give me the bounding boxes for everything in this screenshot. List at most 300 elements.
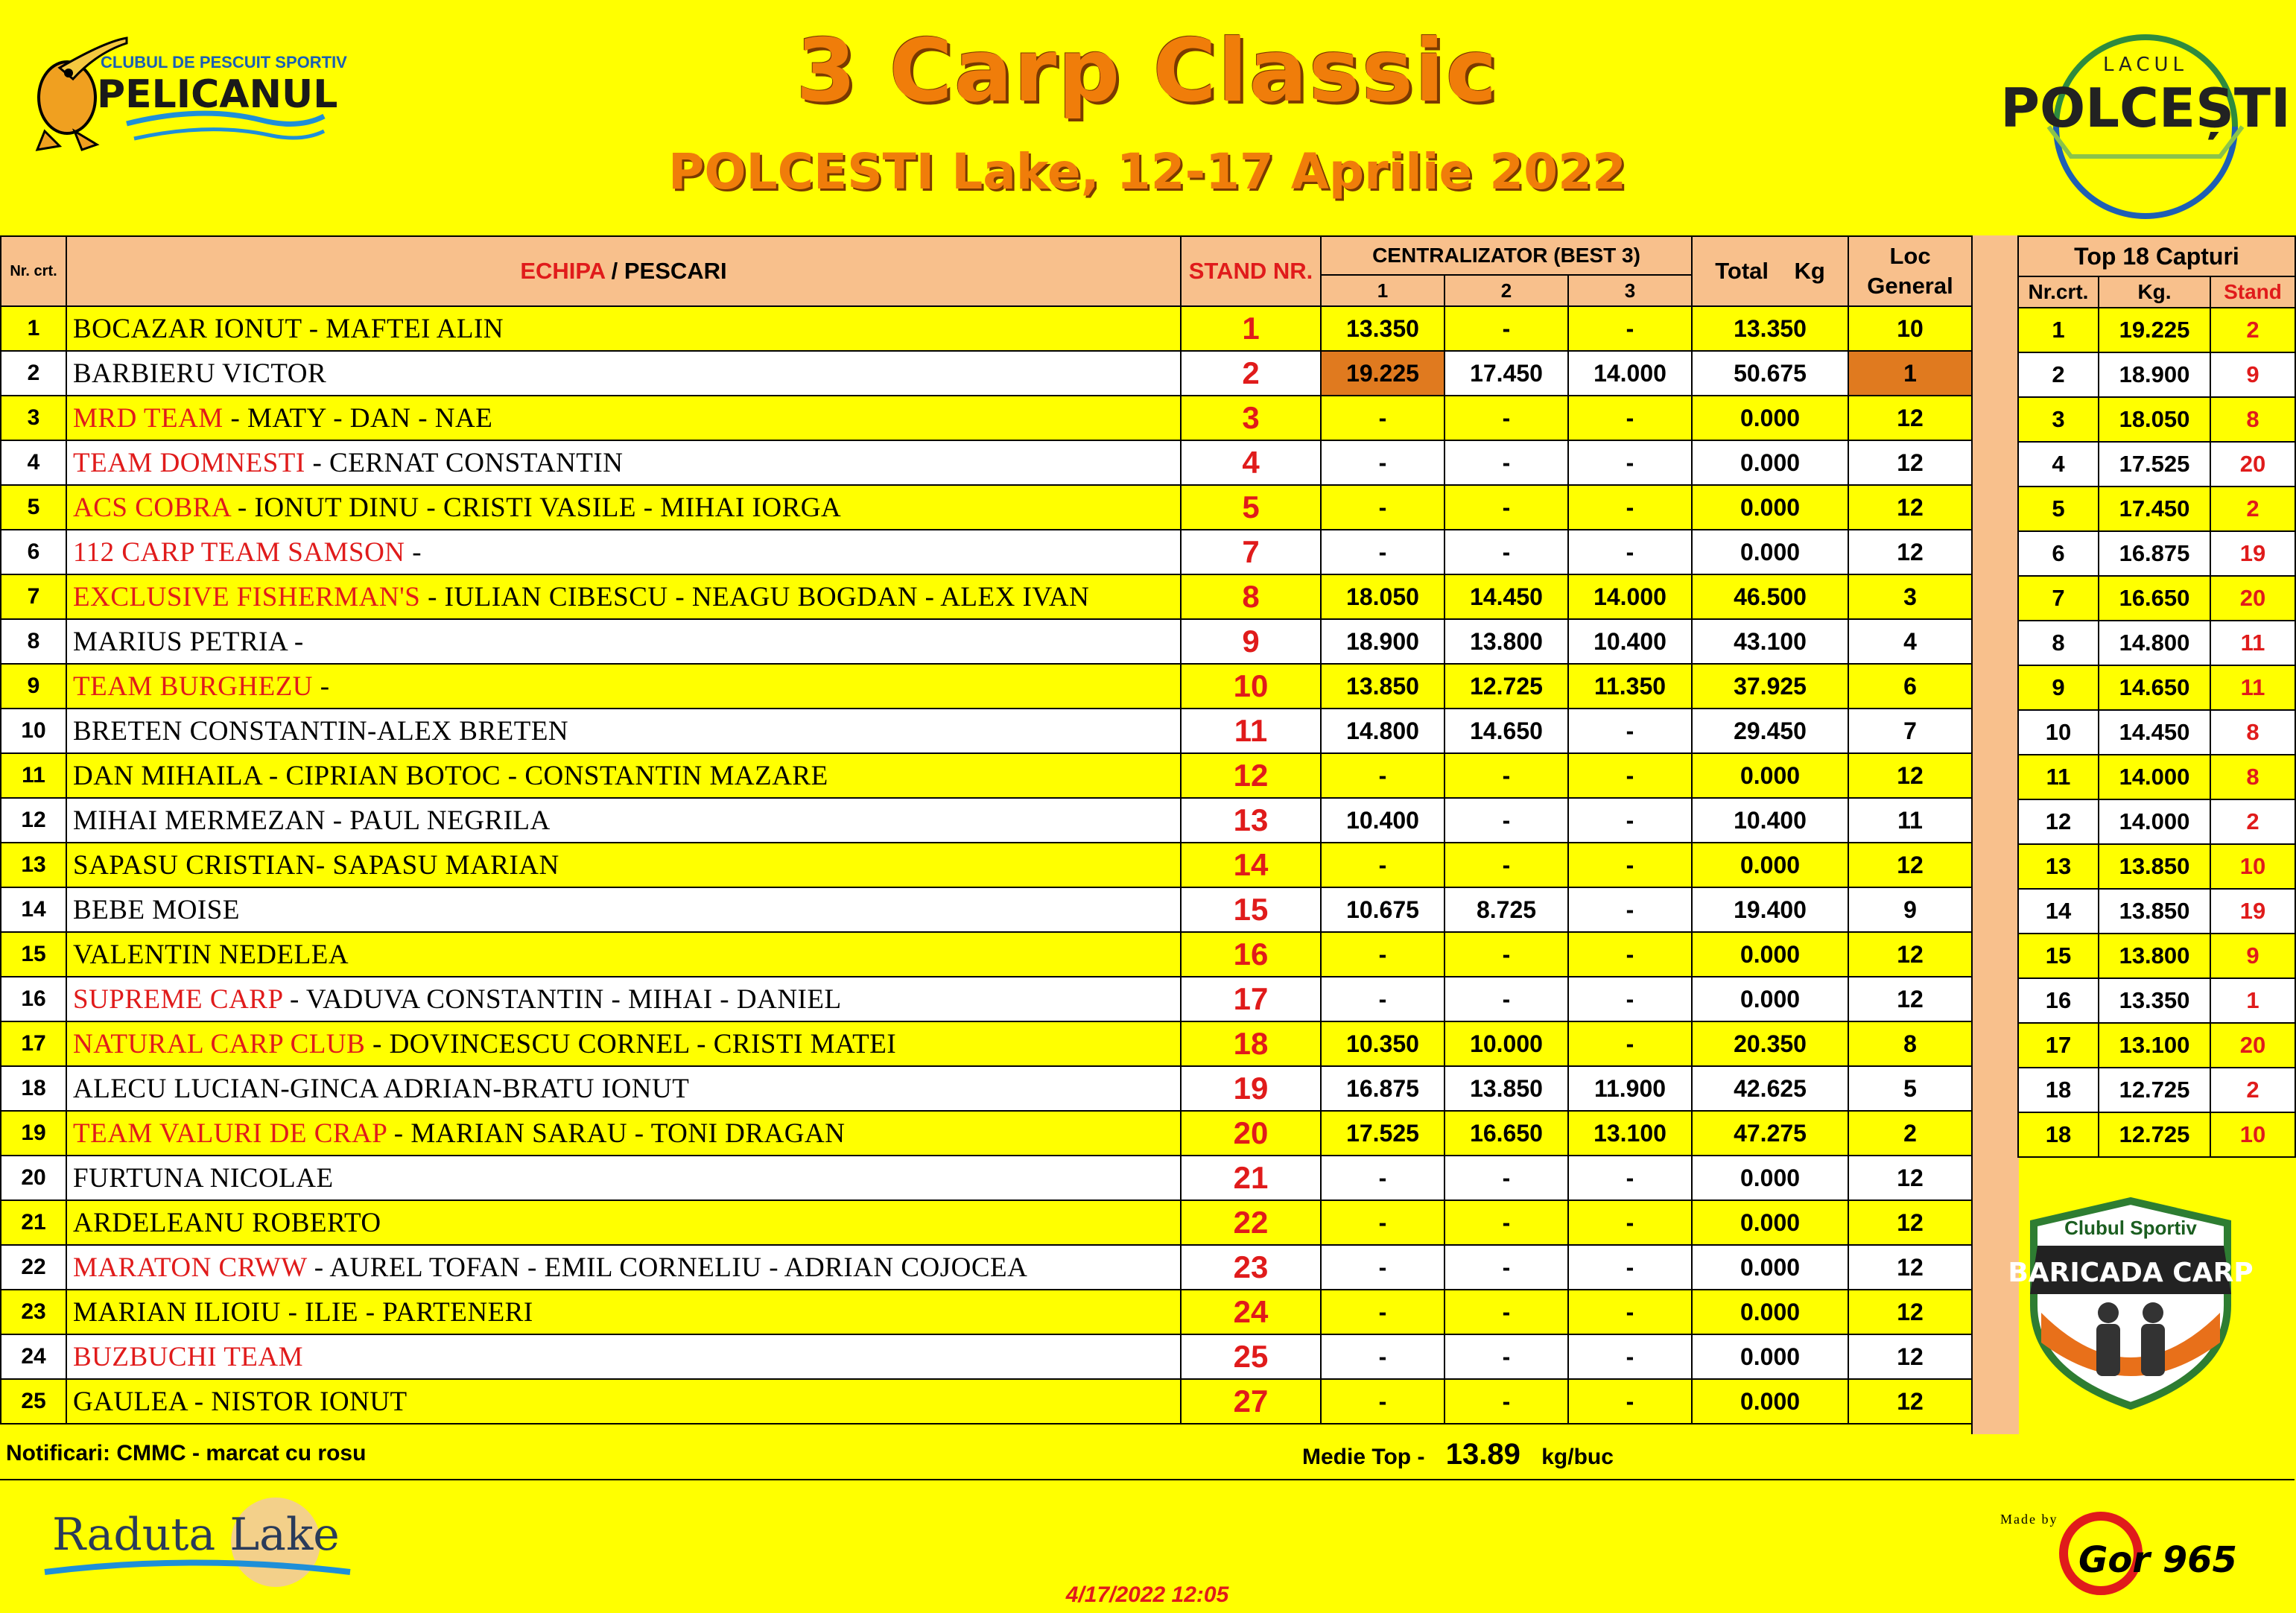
fishers-names: VALENTIN NEDELEA <box>73 939 349 970</box>
top-row <box>2018 352 2295 397</box>
row-stand: 18 <box>1181 1021 1321 1066</box>
top-table-title: Top 18 Capturi <box>2018 236 2295 276</box>
row-team-fishers <box>66 351 1181 396</box>
footer-divider <box>0 1479 2295 1480</box>
row-stand: 3 <box>1181 396 1321 440</box>
table-row <box>1 932 1972 977</box>
row-loc: 8 <box>1848 1021 1972 1066</box>
row-total: 0.000 <box>1692 1156 1848 1200</box>
col-c3: 3 <box>1568 275 1692 306</box>
table-row <box>1 1200 1972 1245</box>
table-row <box>1 619 1972 664</box>
top-row-nr: 16 <box>2018 978 2099 1023</box>
row-nr: 22 <box>1 1245 66 1290</box>
row-nr: 15 <box>1 932 66 977</box>
table-row <box>1 1245 1972 1290</box>
row-team-fishers <box>66 440 1181 485</box>
polcesti-logo-top: LACUL <box>2102 54 2189 76</box>
row-stand: 10 <box>1181 664 1321 709</box>
top-row-stand: 2 <box>2210 487 2295 531</box>
row-total: 0.000 <box>1692 1200 1848 1245</box>
col-c1: 1 <box>1321 275 1444 306</box>
row-catch-1: 17.525 <box>1321 1111 1444 1156</box>
row-catch-3: 14.000 <box>1568 351 1692 396</box>
top-row <box>2018 844 2295 889</box>
row-catch-3: - <box>1568 1334 1692 1379</box>
row-nr: 12 <box>1 798 66 843</box>
row-loc: 12 <box>1848 932 1972 977</box>
row-catch-1: - <box>1321 530 1444 574</box>
table-row <box>1 306 1972 351</box>
row-stand: 16 <box>1181 932 1321 977</box>
row-catch-2: - <box>1444 530 1568 574</box>
row-total: 0.000 <box>1692 1379 1848 1424</box>
raduta-logo-text: Raduta Lake <box>52 1509 340 1561</box>
top-row-kg: 14.450 <box>2099 710 2210 755</box>
row-loc: 10 <box>1848 306 1972 351</box>
top-row <box>2018 710 2295 755</box>
row-team-fishers <box>66 887 1181 932</box>
fishers-names: DAN MIHAILA - CIPRIAN BOTOC - CONSTANTIN MAZARE <box>73 760 828 791</box>
team-name: SUPREME CARP <box>73 983 283 1015</box>
top-row-kg: 16.875 <box>2099 531 2210 576</box>
fishers-names: FURTUNA NICOLAE <box>73 1162 334 1194</box>
row-team-fishers <box>66 932 1181 977</box>
raduta-lake-logo <box>30 1490 358 1587</box>
row-nr: 17 <box>1 1021 66 1066</box>
row-nr: 25 <box>1 1379 66 1424</box>
row-catch-2: - <box>1444 1334 1568 1379</box>
row-catch-2: - <box>1444 753 1568 798</box>
average-value: 13.89 <box>1445 1438 1520 1471</box>
fishers-names: ALECU LUCIAN-GINCA ADRIAN-BRATU IONUT <box>73 1073 690 1104</box>
row-catch-2: 17.450 <box>1444 351 1568 396</box>
row-loc: 4 <box>1848 619 1972 664</box>
row-stand: 21 <box>1181 1156 1321 1200</box>
table-row <box>1 887 1972 932</box>
team-name: MRD TEAM <box>73 402 223 434</box>
row-catch-1: 18.900 <box>1321 619 1444 664</box>
top-row-stand: 9 <box>2210 934 2295 978</box>
table-gap <box>1971 235 2019 1434</box>
row-catch-3: - <box>1568 932 1692 977</box>
row-total: 0.000 <box>1692 1290 1848 1334</box>
row-catch-3: - <box>1568 753 1692 798</box>
pelican-logo-line1: CLUBUL DE PESCUIT SPORTIV <box>101 53 347 72</box>
row-team-fishers <box>66 1021 1181 1066</box>
top-row <box>2018 755 2295 799</box>
row-nr: 18 <box>1 1066 66 1111</box>
table-row <box>1 485 1972 530</box>
row-total: 0.000 <box>1692 485 1848 530</box>
top-row-kg: 17.450 <box>2099 487 2210 531</box>
top-row-nr: 17 <box>2018 1023 2099 1068</box>
row-loc: 11 <box>1848 798 1972 843</box>
row-total: 19.400 <box>1692 887 1848 932</box>
top-row-stand: 2 <box>2210 1068 2295 1112</box>
row-catch-3: - <box>1568 709 1692 753</box>
col-centralizator: CENTRALIZATOR (BEST 3) <box>1321 236 1692 275</box>
table-row <box>1 1111 1972 1156</box>
row-nr: 4 <box>1 440 66 485</box>
row-stand: 25 <box>1181 1334 1321 1379</box>
row-loc: 12 <box>1848 1334 1972 1379</box>
top-row-nr: 10 <box>2018 710 2099 755</box>
row-catch-3: - <box>1568 1379 1692 1424</box>
table-row <box>1 753 1972 798</box>
row-nr: 6 <box>1 530 66 574</box>
top-row-nr: 14 <box>2018 889 2099 934</box>
top-row-kg: 14.800 <box>2099 621 2210 665</box>
row-total: 10.400 <box>1692 798 1848 843</box>
table-row <box>1 1066 1972 1111</box>
top-row-kg: 13.850 <box>2099 844 2210 889</box>
average-label: Medie Top - <box>1302 1445 1425 1469</box>
row-total: 20.350 <box>1692 1021 1848 1066</box>
row-total: 43.100 <box>1692 619 1848 664</box>
row-stand: 17 <box>1181 977 1321 1021</box>
row-catch-3: 14.000 <box>1568 574 1692 619</box>
row-catch-1: - <box>1321 440 1444 485</box>
row-catch-1: - <box>1321 753 1444 798</box>
row-catch-2: - <box>1444 396 1568 440</box>
top-row <box>2018 308 2295 352</box>
top-row-kg: 18.900 <box>2099 352 2210 397</box>
fishers-names: ARDELEANU ROBERTO <box>73 1207 381 1238</box>
fishers-names: - DOVINCESCU CORNEL - CRISTI MATEI <box>365 1028 897 1059</box>
row-catch-3: 11.900 <box>1568 1066 1692 1111</box>
row-loc: 12 <box>1848 1200 1972 1245</box>
table-row <box>1 1156 1972 1200</box>
row-catch-1: - <box>1321 1290 1444 1334</box>
row-loc: 9 <box>1848 887 1972 932</box>
top-row-kg: 12.725 <box>2099 1068 2210 1112</box>
top-row-kg: 13.850 <box>2099 889 2210 934</box>
row-team-fishers <box>66 619 1181 664</box>
top-col-kg: Kg. <box>2099 276 2210 308</box>
top-row-kg: 13.100 <box>2099 1023 2210 1068</box>
top-row <box>2018 799 2295 844</box>
top-row-kg: 17.525 <box>2099 442 2210 487</box>
row-catch-2: - <box>1444 1379 1568 1424</box>
fishers-names: MIHAI MERMEZAN - PAUL NEGRILA <box>73 805 551 836</box>
top-row <box>2018 1023 2295 1068</box>
row-total: 0.000 <box>1692 440 1848 485</box>
gor-logo-made: Made by <box>2000 1512 2058 1527</box>
team-name: EXCLUSIVE FISHERMAN'S <box>73 581 421 612</box>
row-stand: 12 <box>1181 753 1321 798</box>
fishers-names: BRETEN CONSTANTIN-ALEX BRETEN <box>73 715 569 747</box>
row-nr: 23 <box>1 1290 66 1334</box>
row-loc: 12 <box>1848 1379 1972 1424</box>
top-row <box>2018 1068 2295 1112</box>
team-name: MARATON CRWW <box>73 1252 308 1283</box>
notifications-text: Notificari: CMMC - marcat cu rosu <box>6 1441 367 1465</box>
top-row <box>2018 487 2295 531</box>
row-team-fishers <box>66 753 1181 798</box>
row-catch-1: - <box>1321 1200 1444 1245</box>
row-catch-2: - <box>1444 1245 1568 1290</box>
table-row <box>1 977 1972 1021</box>
row-team-fishers <box>66 396 1181 440</box>
row-loc: 1 <box>1848 351 1972 396</box>
row-total: 47.275 <box>1692 1111 1848 1156</box>
polcesti-logo <box>2000 15 2291 224</box>
row-nr: 21 <box>1 1200 66 1245</box>
row-stand: 5 <box>1181 485 1321 530</box>
row-team-fishers <box>66 574 1181 619</box>
row-total: 37.925 <box>1692 664 1848 709</box>
page-subtitle: POLCESTI Lake, 12-17 Aprilie 2022 <box>668 143 1626 200</box>
row-nr: 20 <box>1 1156 66 1200</box>
row-catch-3: - <box>1568 306 1692 351</box>
baricada-carp-logo <box>2008 1194 2254 1410</box>
fishers-names: - <box>313 671 330 702</box>
row-catch-1: 14.800 <box>1321 709 1444 753</box>
fishers-names: - AUREL TOFAN - EMIL CORNELIU - ADRIAN COJOCEA <box>307 1252 1028 1283</box>
gor-logo-main: Gor 965 <box>2078 1539 2237 1581</box>
fishers-names: GAULEA - NISTOR IONUT <box>73 1386 407 1417</box>
row-total: 0.000 <box>1692 977 1848 1021</box>
top-row-nr: 15 <box>2018 934 2099 978</box>
row-total: 50.675 <box>1692 351 1848 396</box>
col-echipa-pescari <box>66 236 1181 306</box>
row-catch-3: - <box>1568 1200 1692 1245</box>
top-row-stand: 8 <box>2210 755 2295 799</box>
row-nr: 3 <box>1 396 66 440</box>
top-row <box>2018 621 2295 665</box>
top-row-kg: 14.000 <box>2099 755 2210 799</box>
row-catch-3: - <box>1568 1290 1692 1334</box>
baricada-logo-main: BARICADA CARP <box>2008 1258 2254 1288</box>
row-team-fishers <box>66 709 1181 753</box>
row-catch-3: - <box>1568 440 1692 485</box>
fishers-names: - MARIAN SARAU - TONI DRAGAN <box>387 1118 846 1149</box>
results-table <box>0 235 1973 1425</box>
row-stand: 8 <box>1181 574 1321 619</box>
table-row <box>1 1021 1972 1066</box>
top-row-stand: 19 <box>2210 531 2295 576</box>
row-catch-3: - <box>1568 1156 1692 1200</box>
row-catch-2: 14.650 <box>1444 709 1568 753</box>
row-total: 0.000 <box>1692 1334 1848 1379</box>
timestamp: 4/17/2022 12:05 <box>1065 1582 1229 1607</box>
top-row <box>2018 531 2295 576</box>
table-row <box>1 574 1972 619</box>
row-loc: 2 <box>1848 1111 1972 1156</box>
row-catch-2: 13.850 <box>1444 1066 1568 1111</box>
top-row-stand: 19 <box>2210 889 2295 934</box>
average-unit: kg/buc <box>1541 1445 1614 1469</box>
top-row-stand: 20 <box>2210 442 2295 487</box>
top-row <box>2018 576 2295 621</box>
fishers-names: BEBE MOISE <box>73 894 240 925</box>
table-row <box>1 843 1972 887</box>
table-row <box>1 798 1972 843</box>
page-title: 3 Carp Classic <box>796 21 1499 121</box>
row-catch-2: 14.450 <box>1444 574 1568 619</box>
top-row-nr: 8 <box>2018 621 2099 665</box>
row-loc: 12 <box>1848 977 1972 1021</box>
row-catch-2: 13.800 <box>1444 619 1568 664</box>
row-catch-1: - <box>1321 485 1444 530</box>
row-catch-2: - <box>1444 843 1568 887</box>
row-catch-2: - <box>1444 932 1568 977</box>
fishers-names: - CERNAT CONSTANTIN <box>305 447 624 478</box>
row-stand: 22 <box>1181 1200 1321 1245</box>
top-row-kg: 18.050 <box>2099 397 2210 442</box>
top-row-stand: 2 <box>2210 799 2295 844</box>
table-row <box>1 664 1972 709</box>
row-nr: 8 <box>1 619 66 664</box>
row-catch-1: - <box>1321 932 1444 977</box>
row-stand: 13 <box>1181 798 1321 843</box>
fishers-names: MARIUS PETRIA - <box>73 626 304 657</box>
pelican-logo-line2: PELICANUL <box>97 72 338 117</box>
row-stand: 19 <box>1181 1066 1321 1111</box>
row-nr: 24 <box>1 1334 66 1379</box>
col-loc-general: Loc General <box>1848 236 1972 306</box>
row-catch-2: 12.725 <box>1444 664 1568 709</box>
col-nr: Nr. crt. <box>1 236 66 306</box>
top-row-kg: 14.000 <box>2099 799 2210 844</box>
row-nr: 5 <box>1 485 66 530</box>
top-row-stand: 20 <box>2210 1023 2295 1068</box>
top-row-nr: 1 <box>2018 308 2099 352</box>
row-stand: 7 <box>1181 530 1321 574</box>
row-team-fishers <box>66 1156 1181 1200</box>
row-loc: 12 <box>1848 1290 1972 1334</box>
pelicanul-logo <box>15 27 347 153</box>
row-catch-3: - <box>1568 798 1692 843</box>
row-catch-2: - <box>1444 1156 1568 1200</box>
row-catch-3: - <box>1568 530 1692 574</box>
row-loc: 12 <box>1848 843 1972 887</box>
row-team-fishers <box>66 1066 1181 1111</box>
row-loc: 12 <box>1848 530 1972 574</box>
row-catch-1: - <box>1321 1379 1444 1424</box>
top-row-stand: 9 <box>2210 352 2295 397</box>
row-catch-2: - <box>1444 485 1568 530</box>
row-catch-3: - <box>1568 843 1692 887</box>
table-row <box>1 440 1972 485</box>
row-catch-1: - <box>1321 1156 1444 1200</box>
top-row-nr: 12 <box>2018 799 2099 844</box>
row-catch-3: 13.100 <box>1568 1111 1692 1156</box>
row-nr: 16 <box>1 977 66 1021</box>
row-catch-3: - <box>1568 1021 1692 1066</box>
top-row-stand: 10 <box>2210 844 2295 889</box>
row-total: 0.000 <box>1692 753 1848 798</box>
row-team-fishers <box>66 798 1181 843</box>
top-row-nr: 11 <box>2018 755 2099 799</box>
top-row <box>2018 934 2295 978</box>
row-nr: 13 <box>1 843 66 887</box>
row-loc: 12 <box>1848 440 1972 485</box>
row-nr: 1 <box>1 306 66 351</box>
team-name: ACS COBRA <box>73 492 231 523</box>
row-catch-2: - <box>1444 440 1568 485</box>
top-row-nr: 2 <box>2018 352 2099 397</box>
top-col-stand: Stand <box>2210 276 2295 308</box>
row-nr: 10 <box>1 709 66 753</box>
row-catch-1: 13.350 <box>1321 306 1444 351</box>
row-loc: 12 <box>1848 485 1972 530</box>
top-row-kg: 16.650 <box>2099 576 2210 621</box>
fishers-names: BOCAZAR IONUT - MAFTEI ALIN <box>73 313 504 344</box>
row-catch-1: - <box>1321 396 1444 440</box>
col-pescari: PESCARI <box>624 258 727 284</box>
row-loc: 12 <box>1848 1156 1972 1200</box>
row-catch-1: 16.875 <box>1321 1066 1444 1111</box>
col-echipa: ECHIPA <box>520 258 606 284</box>
row-stand: 1 <box>1181 306 1321 351</box>
row-loc: 12 <box>1848 396 1972 440</box>
polcesti-logo-main: POLCEȘTI <box>2000 77 2291 139</box>
table-row <box>1 396 1972 440</box>
row-team-fishers <box>66 1334 1181 1379</box>
top-row-nr: 7 <box>2018 576 2099 621</box>
top-row-stand: 10 <box>2210 1112 2295 1157</box>
row-catch-1: - <box>1321 977 1444 1021</box>
row-team-fishers <box>66 1200 1181 1245</box>
row-team-fishers <box>66 530 1181 574</box>
gor965-logo <box>1997 1498 2265 1594</box>
row-catch-1: - <box>1321 1245 1444 1290</box>
top-row-nr: 13 <box>2018 844 2099 889</box>
row-catch-2: 10.000 <box>1444 1021 1568 1066</box>
col-stand: STAND NR. <box>1181 236 1321 306</box>
row-stand: 23 <box>1181 1245 1321 1290</box>
row-stand: 14 <box>1181 843 1321 887</box>
row-stand: 11 <box>1181 709 1321 753</box>
team-name: TEAM VALURI DE CRAP <box>73 1118 387 1149</box>
row-loc: 7 <box>1848 709 1972 753</box>
row-catch-3: 10.400 <box>1568 619 1692 664</box>
row-stand: 2 <box>1181 351 1321 396</box>
top-row <box>2018 889 2295 934</box>
col-slash: / <box>605 258 624 284</box>
row-total: 0.000 <box>1692 530 1848 574</box>
row-total: 0.000 <box>1692 932 1848 977</box>
top-row-kg: 14.650 <box>2099 665 2210 710</box>
top-row-nr: 9 <box>2018 665 2099 710</box>
row-catch-3: 11.350 <box>1568 664 1692 709</box>
top-row <box>2018 1112 2295 1157</box>
row-nr: 19 <box>1 1111 66 1156</box>
row-catch-3: - <box>1568 396 1692 440</box>
row-nr: 7 <box>1 574 66 619</box>
team-name: 112 CARP TEAM SAMSON <box>73 536 405 568</box>
top-row-nr: 3 <box>2018 397 2099 442</box>
top-row-kg: 13.800 <box>2099 934 2210 978</box>
table-row <box>1 709 1972 753</box>
row-catch-3: - <box>1568 485 1692 530</box>
top-row-kg: 12.725 <box>2099 1112 2210 1157</box>
row-loc: 5 <box>1848 1066 1972 1111</box>
top-row-nr: 18 <box>2018 1112 2099 1157</box>
row-total: 46.500 <box>1692 574 1848 619</box>
row-team-fishers <box>66 1111 1181 1156</box>
row-stand: 4 <box>1181 440 1321 485</box>
row-catch-2: - <box>1444 1200 1568 1245</box>
row-team-fishers <box>66 843 1181 887</box>
top-row-stand: 11 <box>2210 665 2295 710</box>
fishers-names: - IULIAN CIBESCU - NEAGU BOGDAN - ALEX IVAN <box>420 581 1090 612</box>
table-row <box>1 1290 1972 1334</box>
row-nr: 9 <box>1 664 66 709</box>
row-catch-1: - <box>1321 843 1444 887</box>
